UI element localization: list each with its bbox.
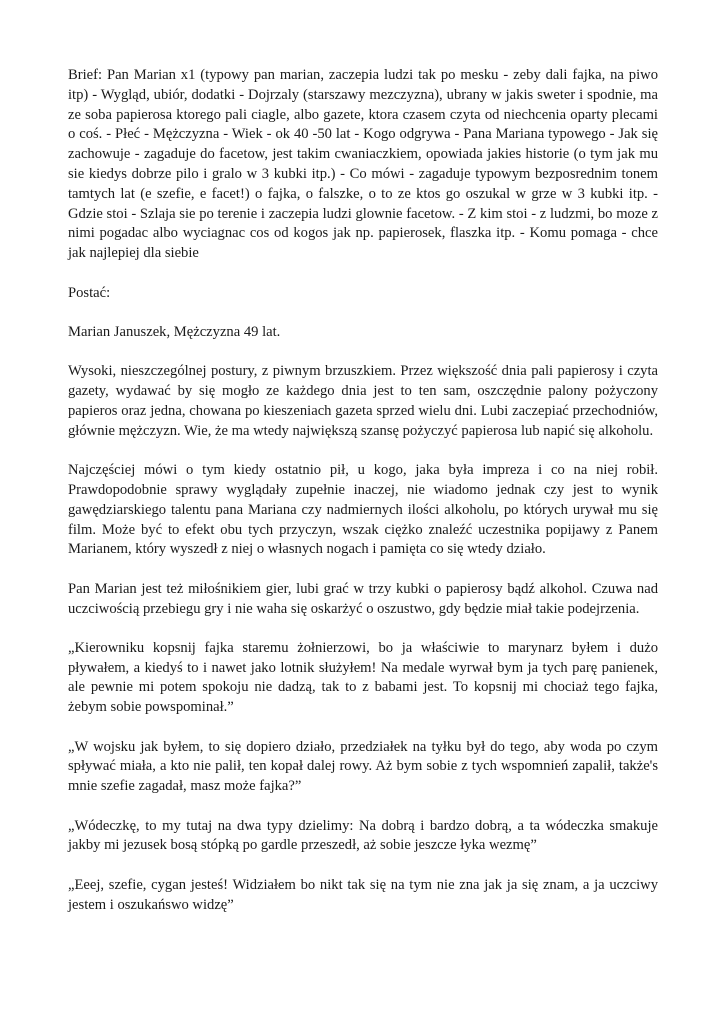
section-heading-postac: Postać: <box>68 284 111 301</box>
quote-paragraph-3: „Wódeczkę, to my tutaj na dwa typy dzielimy: Na dobrą i bardzo dobrą, a ta wódeczka smakuje jakby mi jezusek bosą stópką po gardle przeszedł, aż sobie jeszcze łyka wezmę” <box>68 817 658 854</box>
behavior-paragraph: Najczęściej mówi o tym kiedy ostatnio pił, u kogo, jaka była impreza i co na niej robił. Prawdopodobnie sprawy wyglądały zupełnie inaczej, nie wiadomo jednak czy jest to wynik gawędziarskiego talentu pana Mariana czy nadmiernych ilości alkoholu, po których urywał mu się film. Może być to efekt obu tych przyczyn, wszak ciężko znaleźć uczestnika popijawy z Panem Marianem, który wyszedł z niej o własnych nogach i pamięta co się wtedy działo. <box>68 462 658 558</box>
quote-paragraph-1: „Kierowniku kopsnij fajka staremu żołnierzowi, bo ja właściwie to marynarz byłem i dużo pływałem, a kiedyś to i nawet jako lotnik służyłem! Na medale wyrwał bym ja tych parę panienek, ale pewnie mi potem spokoju nie dadzą, tak to z babami jest. To kopsnij mi chociaż tego fajka, żebym sobie powspominał.” <box>68 639 658 716</box>
document-body <box>68 66 658 935</box>
quote-paragraph-2: „W wojsku jak byłem, to się dopiero działo, przedziałek na tyłku był do tego, aby woda po czym spływać miała, a kto nie palił, ten kopał dalej rowy. Aż bym sobie z tych wspomnień zapalił, także's mnie szefie zagadał, masz może fajka?” <box>68 738 658 795</box>
games-paragraph: Pan Marian jest też miłośnikiem gier, lubi grać w trzy kubki o papierosy bądź alkohol. Czuwa nad uczciwością przebiegu gry i nie waha się oskarżyć o oszustwo, gdy będzie miał takie podejrzenia. <box>68 580 658 617</box>
brief-paragraph: Brief: Pan Marian x1 (typowy pan marian, zaczepia ludzi tak po mesku - zeby dali fajka, na piwo itp) - Wygląd, ubiór, dodatki - Dojrzaly (starszawy mezczyzna), ubrany w jakis sweter i spodnie, ma ze soba papierosa ktorego pali ciagle, albo gazete, ktora czasem czyta od niechcenia oparty plecami o coś. - Płeć - Mężczyzna - Wiek - ok 40 -50 lat - Kogo odgrywa - Pana Mariana typowego - Jak się zachowuje - zagaduje do facetow, jest takim cwaniaczkiem, opowiada jakies historie (o tym jak mu sie kiedys dobrze pilo i gralo w 3 kubki itp.) - Co mówi - zagaduje typowym bezposrednim tonem tamtych lat (e szefie, e facet!) o fajka, o falszke, o to ze ktos go oszukal w grze w 3 kubki itp. - Gdzie stoi - Szlaja sie po terenie i zaczepia ludzi glownie facetow. - Z kim stoi - z ludzmi, bo moze z nimi pogadac albo wyciagnac cos od kogos jak np. papierosek, flaszka itp. - Komu pomaga - chce jak najlepiej dla siebie <box>68 67 658 262</box>
quote-paragraph-4: „Eeej, szefie, cygan jesteś! Widziałem bo nikt tak się na tym nie zna jak ja się znam, a ja uczciwy jestem i oszukańswo widzę” <box>68 876 658 913</box>
character-name: Marian Januszek, Mężczyzna 49 lat. <box>68 323 281 340</box>
description-paragraph: Wysoki, nieszczególnej postury, z piwnym brzuszkiem. Przez większość dnia pali papierosy i czyta gazety, wydawać by się mogło ze każdego dnia jest to ten sam, oszczędnie palony pożyczony papieros oraz jedna, chowana po kieszeniach gazeta sprzed wielu dni. Lubi zaczepiać przechodniów, głównie mężczyzn. Wie, że ma wtedy największą szansę pożyczyć papierosa lub napić się alkoholu. <box>68 363 658 439</box>
